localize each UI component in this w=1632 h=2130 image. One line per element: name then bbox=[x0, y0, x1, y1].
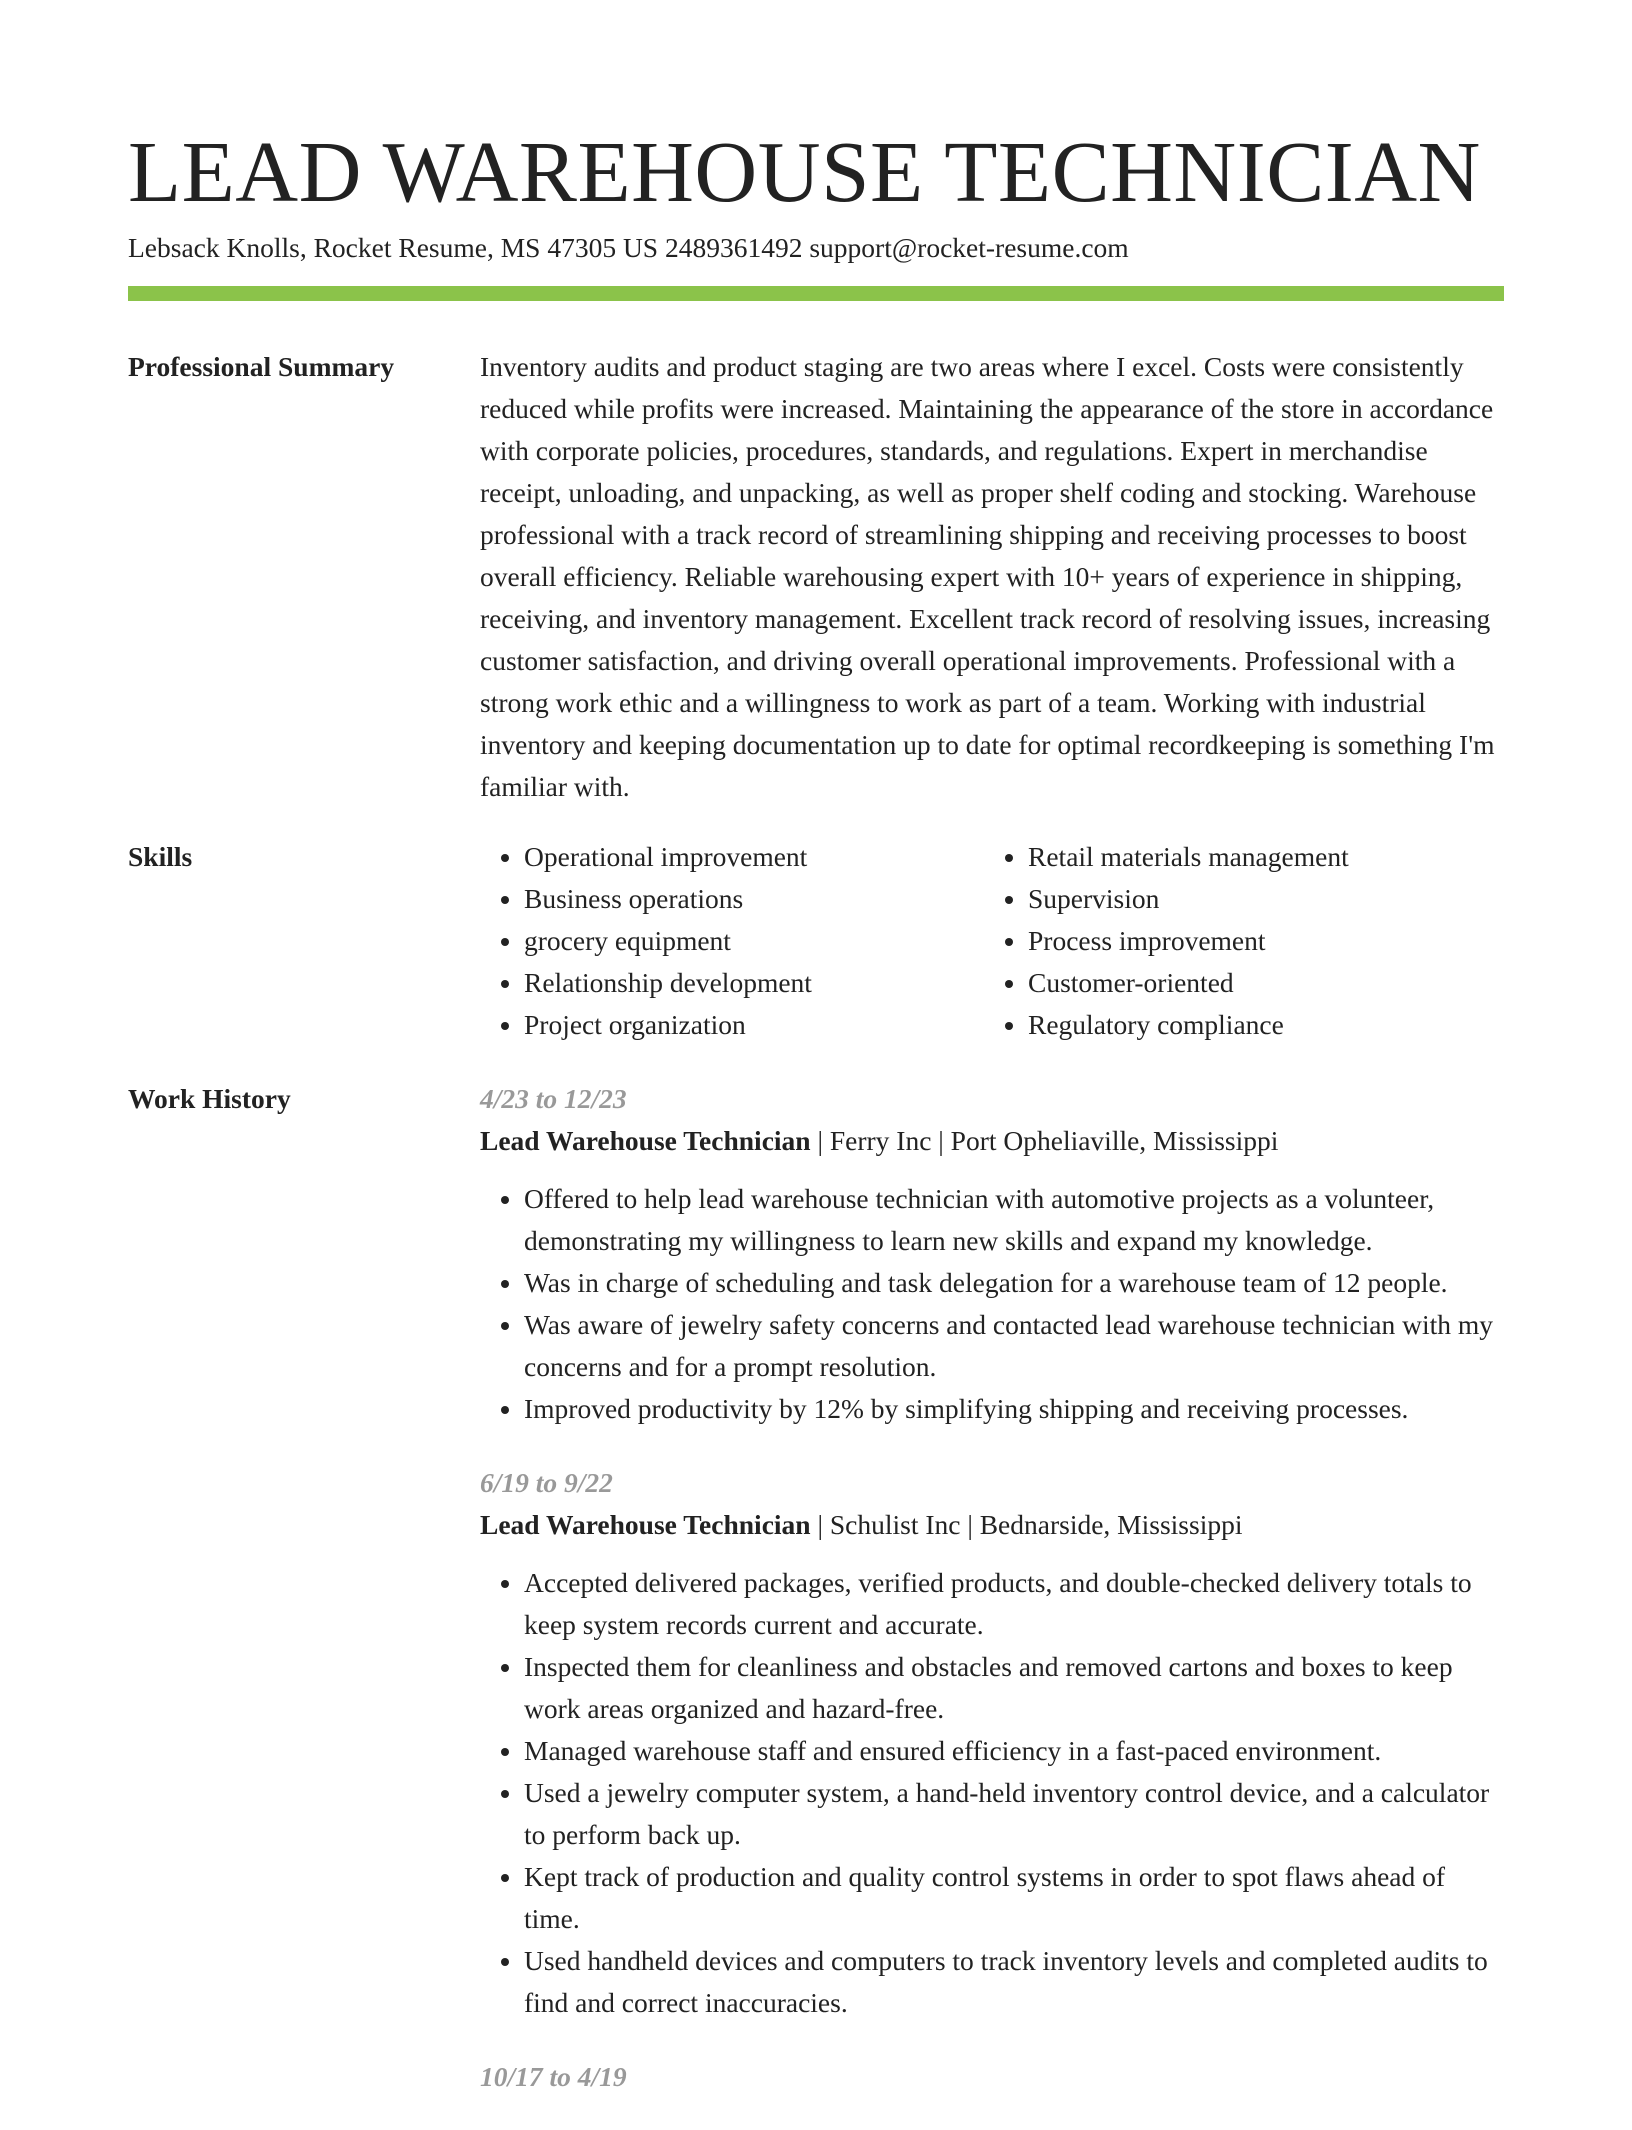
skill-item: • Relationship development bbox=[524, 962, 984, 1004]
resume-name: LEAD WAREHOUSE TECHNICIAN bbox=[128, 123, 1481, 220]
skill-item: • Customer-oriented bbox=[1028, 962, 1488, 1004]
section-title-skills: Skills bbox=[128, 841, 193, 872]
job-heading bbox=[480, 1504, 1504, 1546]
job-bullet: • Was aware of jewelry safety concerns and contacted lead warehouse technician with my concerns and for a prompt resolution. bbox=[524, 1304, 1504, 1388]
job-details: | Schulist Inc | Bednarside, Mississippi bbox=[810, 1509, 1243, 1540]
job-bullet: • Accepted delivered packages, verified products, and double-checked delivery totals to keep system records current and accurate. bbox=[524, 1562, 1504, 1646]
job-title: Lead Warehouse Technician bbox=[480, 1125, 811, 1156]
job-dates: 6/19 to 9/22 bbox=[480, 1467, 613, 1498]
job-entry bbox=[480, 1462, 1504, 2024]
job-bullet: • Inspected them for cleanliness and obstacles and removed cartons and boxes to keep work areas organized and hazard-free. bbox=[524, 1646, 1504, 1730]
summary-body bbox=[480, 346, 1504, 808]
skill-item: • Retail materials management bbox=[1028, 836, 1488, 878]
skill-item: • Regulatory compliance bbox=[1028, 1004, 1488, 1046]
job-entry bbox=[480, 2056, 1504, 2098]
job-bullet: • Used handheld devices and computers to track inventory levels and completed audits to find and correct inaccuracies. bbox=[524, 1940, 1504, 2024]
skills-columns bbox=[480, 836, 1504, 1046]
skill-item: • grocery equipment bbox=[524, 920, 984, 962]
section-title-summary: Professional Summary bbox=[128, 351, 395, 382]
skill-item: • Process improvement bbox=[1028, 920, 1488, 962]
job-bullet: • Was in charge of scheduling and task delegation for a warehouse team of 12 people. bbox=[524, 1262, 1504, 1304]
job-bullet: • Kept track of production and quality control systems in order to spot flaws ahead of time. bbox=[524, 1856, 1504, 1940]
skill-item: • Project organization bbox=[524, 1004, 984, 1046]
contact-info: Lebsack Knolls, Rocket Resume, MS 47305 US 2489361492 support@rocket-resume.com bbox=[128, 232, 1129, 263]
work-history-body bbox=[480, 1078, 1504, 2130]
job-heading bbox=[480, 1120, 1504, 1162]
job-entry bbox=[480, 1078, 1504, 1430]
skills-body bbox=[480, 836, 1504, 1046]
job-bullet: • Used a jewelry computer system, a hand-held inventory control device, and a calculator to perform back up. bbox=[524, 1772, 1504, 1856]
accent-divider bbox=[128, 286, 1504, 301]
section-title-work-history: Work History bbox=[128, 1083, 291, 1114]
skills-list-right bbox=[984, 836, 1488, 1046]
job-dates: 4/23 to 12/23 bbox=[480, 1083, 627, 1114]
job-bullets bbox=[480, 1562, 1504, 2024]
skill-item: • Operational improvement bbox=[524, 836, 984, 878]
skill-item: • Supervision bbox=[1028, 878, 1488, 920]
job-bullet: • Managed warehouse staff and ensured efficiency in a fast-paced environment. bbox=[524, 1730, 1504, 1772]
skill-item: • Business operations bbox=[524, 878, 984, 920]
job-bullet: • Improved productivity by 12% by simplifying shipping and receiving processes. bbox=[524, 1388, 1504, 1430]
skills-list-left bbox=[480, 836, 984, 1046]
job-dates: 10/17 to 4/19 bbox=[480, 2061, 627, 2092]
job-bullets bbox=[480, 1178, 1504, 1430]
job-details: | Ferry Inc | Port Opheliaville, Mississippi bbox=[810, 1125, 1279, 1156]
job-title: Lead Warehouse Technician bbox=[480, 1509, 811, 1540]
job-bullet: • Offered to help lead warehouse technician with automotive projects as a volunteer, demonstrating my willingness to learn new skills and expand my knowledge. bbox=[524, 1178, 1504, 1262]
summary-text: Inventory audits and product staging are two areas where I excel. Costs were consistently reduced while profits were increased. Maintaining the appearance of the store in accordance with corporate policies, procedures, standards, and regulations. Expert in merchandise receipt, unloading, and unpacking, as well as proper shelf coding and stocking. Warehouse professional with a track record of streamlining shipping and receiving processes to boost overall efficiency. Reliable warehousing expert with 10+ years of experience in shipping, receiving, and inventory management. Excellent track record of resolving issues, increasing customer satisfaction, and driving overall operational improvements. Professional with a strong work ethic and a willingness to work as part of a team. Working with industrial inventory and keeping documentation up to date for optimal recordkeeping is something I'm familiar with. bbox=[480, 351, 1495, 802]
